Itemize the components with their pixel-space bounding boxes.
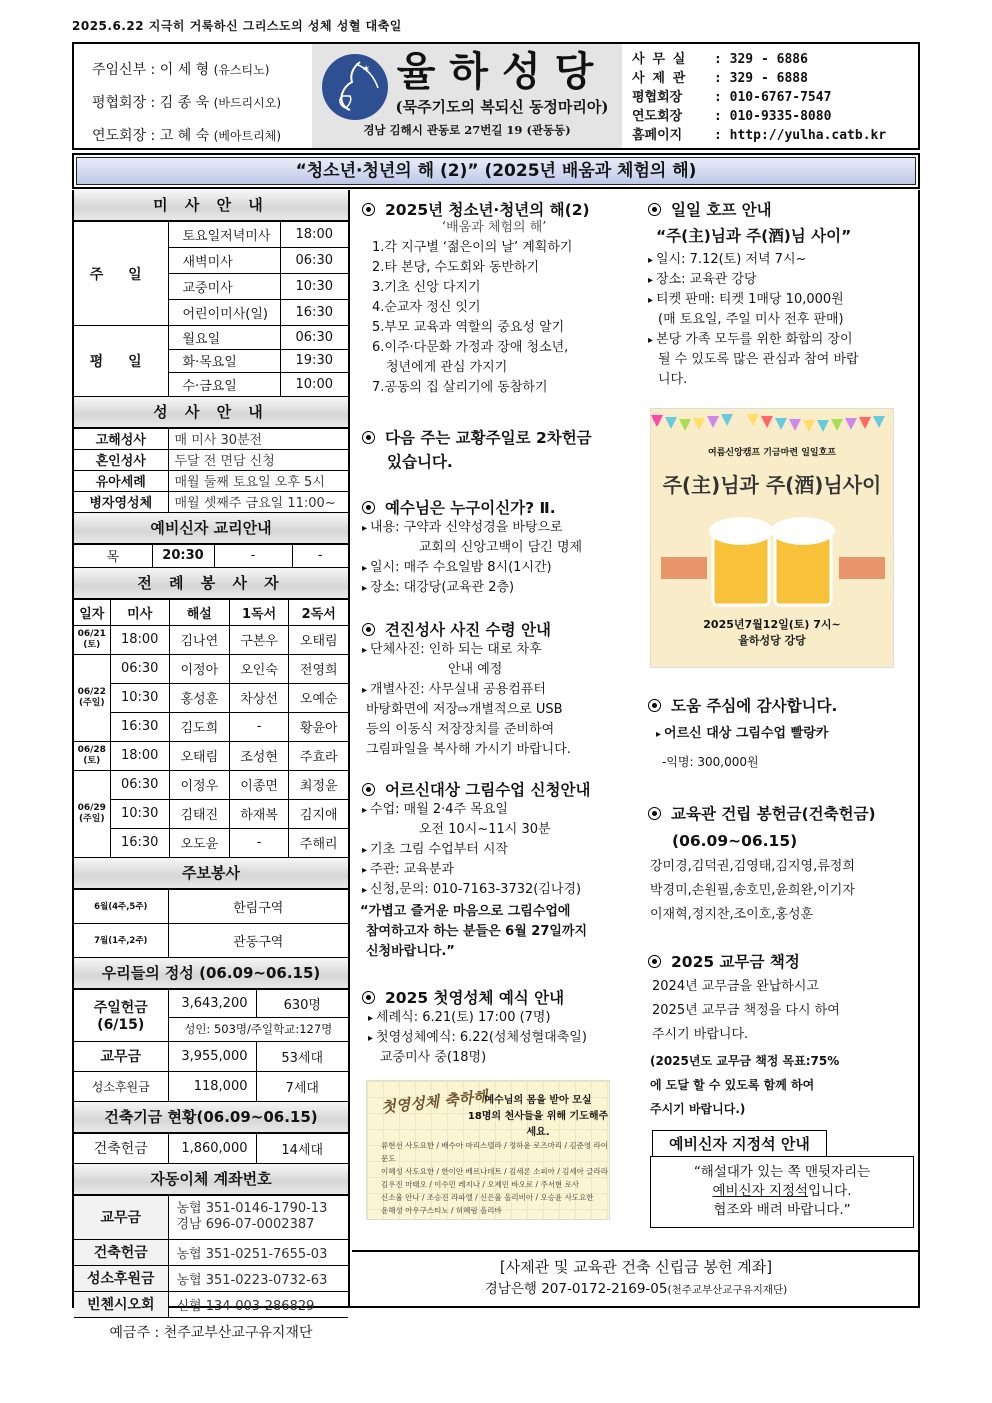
account-holder: 예금주 : 천주교부산교구유지재단 [74, 1317, 348, 1347]
theme-banner: “청소년·청년의 해 (2)” (2025년 배움과 체험의 해) [72, 153, 920, 189]
bulletin-service-table: 6월(4주,5주) 한림구역 7월(1주,2주) 관동구역 [74, 889, 348, 958]
table-row: 10:30 김태진 하재복 김지애 [74, 799, 348, 828]
liturgy-servers-heading: 전 례 봉 사 자 [74, 568, 348, 599]
building-fund-heading: 건축기금 현황(06.09~06.15) [74, 1102, 348, 1133]
confirmation-photo-heading: 견진성사 사진 수령 안내 [362, 618, 551, 640]
liturgy-servers-table: 일자 미사 해설 1독서 2독서 06/21 (토) 18:00 김나연 구본우 오태림 06/22 (주일) 06:30 이정아 오인숙 전영희 10:30 홍성훈 차상선 오예순 16:30 김도희 - 황윤아 06/28 (토) 18:00 오태림 조성현 주효라 06/29 (주일) 06:30 이정우 이종면 최정윤 10:30 김태진 하재복 김지애 16:30 오도윤 - 주해리 [74, 599, 348, 858]
bullet-circle-icon [362, 501, 375, 514]
bullet-circle-icon [648, 807, 661, 820]
bullet-circle-icon [362, 203, 375, 216]
hof-subtitle: “주(主)님과 주(酒)님 사이” [656, 227, 852, 245]
table-row: 06/21 (토) 18:00 김나연 구본우 오태림 [74, 625, 348, 654]
table-row: 16:30 오도윤 - 주해리 [74, 828, 348, 857]
sacrament-table: 고해성사 매 미사 30분전 혼인성사 두달 전 면담 신청 유아세례 매월 둘째 토요일 오후 5시 병자영성체 매월 셋째주 금요일 11:00~ [74, 428, 348, 513]
table-row: 06/29 (주일) 06:30 이정우 이종면 최정윤 [74, 770, 348, 799]
clergy-prayer-president: 연도회장 : 고 혜 숙 (베아트리체) [92, 128, 281, 144]
bullet-circle-icon [362, 623, 375, 636]
left-column [74, 190, 350, 1342]
bullet-circle-icon [362, 783, 375, 796]
contact-office: 사 무 실 : 329 - 6886 [632, 52, 808, 67]
bullet-circle-icon [362, 431, 375, 444]
clergy-council-president: 평협회장 : 김 종 욱 (바드리시오) [92, 95, 281, 111]
church-title-block [312, 44, 622, 148]
table-row: 06/22 (주일) 06:30 이정아 오인숙 전영희 [74, 654, 348, 683]
table-row: 10:30 홍성훈 차상선 오예순 [74, 683, 348, 712]
mass-schedule-heading: 미 사 안 내 [74, 190, 348, 221]
bullet-circle-icon [648, 955, 661, 968]
mass-schedule-table: 주 일 토요일저녁미사 18:00 새벽미사 06:30 교중미사 10:30 어린이미사(일) 16:30 평 일 월요일 06:30 화·목요일 19:30 수·금요일 10:00 [74, 221, 348, 397]
table-row: 06/28 (토) 18:00 오태림 조성현 주효라 [74, 741, 348, 770]
church-subtitle: (묵주기도의 복되신 동정마리아) [395, 98, 609, 116]
clergy-list [74, 44, 312, 148]
church-address: 경남 김해시 관동로 27번길 19 (관동동) [363, 123, 571, 137]
sacrament-heading: 성 사 안 내 [74, 397, 348, 428]
contact-homepage[interactable]: 홈페이지 : http://yulha.catb.kr [632, 128, 887, 143]
building-donation-heading: 교육관 건립 봉헌금(건축헌금) [648, 802, 876, 824]
thanks-heading: 도움 주심에 감사합니다. [648, 694, 837, 716]
offering-heading: 우리들의 정성 (06.09~06.15) [74, 958, 348, 989]
art-class-heading: 어르신대상 그림수업 신청안내 [362, 778, 590, 800]
bulletin-service-heading: 주보봉사 [74, 858, 348, 889]
bullet-circle-icon [362, 991, 375, 1004]
church-header [72, 42, 920, 150]
first-communion-heading: 2025 첫영성체 예식 안내 [362, 986, 564, 1008]
building-fund-table: 건축헌금 1,860,000 14세대 [74, 1133, 348, 1164]
hof-poster-image: 여름신앙캠프 기금마련 일일호프 주(主)님과 주(酒)님사이 2025년7월12일(토) 7시~ 율하성당 강당 [650, 408, 894, 668]
dues-heading: 2025 교무금 책정 [648, 950, 800, 972]
contact-rectory: 사 제 관 : 329 - 6888 [632, 71, 808, 86]
catechumen-table: 목 20:30 - - [74, 544, 348, 568]
table-row: 16:30 김도희 - 황윤아 [74, 712, 348, 741]
catechumen-heading: 예비신자 교리안내 [74, 513, 348, 544]
svg-text:✶: ✶ [362, 64, 371, 75]
construction-account-footer: [사제관 및 교육관 건축 신립금 봉헌 계좌] 경남은행 207-0172-2169-05(천주교부산교구유지재단) [352, 1250, 920, 1306]
bullet-circle-icon [648, 699, 661, 712]
second-collection-heading: 다음 주는 교황주일로 2차헌금 [362, 426, 592, 448]
bulletin-body: 미 사 안 내 주 일 토요일저녁미사 18:00 새벽미사 06:30 교중미사 10:30 어린이미사(일) 16:30 평 일 월요일 06:30 화·목요일 19:30 수·금요일 10:00 성 사 안 내 고해성사 매 미사 30분전 혼인성사 두달 전 면담 신청 유아세례 매월 둘째 토요일 오후 5시 병자영성체 매월 셋째주 금요일 11:00~ 예비신자 교리안내 목 20:30 - - 전 례 봉 사 자 일자 미사 해설 1독서 2독서 06/21 (토) 18:00 김나연 구본우 오태림 06/22 (주일) 06:30 이정아 오인숙 전영희 10:30 홍성훈 차상선 오예순 16:30 김도희 - 황윤아 06/28 (토) 18:00 오태림 조성현 주효라 06/29 (주일) 06:30 이정우 이종면 최정윤 10:30 김태진 하재복 김지애 16:30 오도윤 - 주해리 주보봉사 6월(4주,5주) 한림구역 7월(1주,2주) 관동구역 우리들의 정성 (06.09~06.15) 주일헌금 (6/15) 3,643,200 630명 성인: 503명/주일학교:127명 교무금 3,955,000 53세대 성소후원금 118,000 7세대 건축기금 현황(06.09~06.15) 건축헌금 1,860,000 14세대 자동이체 계좌번호 교무금 농협 351-0146-1790-13 경남 696-07-0002387 건축헌금 농협 351-0251-7655-03 성소후원금 농협 351-0223-0732-63 빈첸시오회 신협 134-003-286829 예금주 : 천주교부산교구유지재단 2025년 청소년·청년의 해(2) ‘배움과 체험의 해’ 1.각 지구별 ‘젊은이의 날’ 계획하기 2.타 본당, 수도회와 동반하기 3.기초 신앙 다지기 4.순교자 정신 잇기 5.부모 교육과 역할의 중요성 알기 6.이주·다문화 가정과 장애 청소년, 청년에게 관심 가지기 7.공동의 집 살리기에 동참하기 다음 주는 교황주일로 2차헌금 있습니다. 예수님은 누구이신가? Ⅱ. ▸ 내용: 구약과 신약성경을 바탕으로 교회의 신앙고백이 담긴 명제 ▸ 일시: 매주 수요일밤 8시(1시간) ▸ 장소: 대강당(교육관 2층) 견진성사 사진 수령 안내 ▸ 단체사진: 인하 되는 대로 차후 안내 예정 ▸ 개별사진: 사무실내 공용컴퓨터 바탕화면에 저장⇨개별적으로 USB 등의 이동식 저장장치를 준비하여 그림파일을 복사해 가시기 바랍니다. 어르신대상 그림수업 신청안내 ▸ 수업: 매월 2·4주 목요일 오전 10시~11시 30분 ▸ 기초 그림 수업부터 시작 ▸ 주관: 교육분과 ▸ 신청,문의: 010-7163-3732(김나경) “가볍고 즐거운 마음으로 그림수업에 참여하고자 하는 분들은 6월 27일까지 신청바랍니다.” 2025 첫영성체 예식 안내 ▸ 세례식: 6.21(토) 17:00 (7명) ▸ 첫영성체예식: 6.22(성체성혈대축일) 교중미사 중(18명) 첫영성체 축하해 예수님의 몸을 받아 모실 18명의 천사들을 위해 기도해주세요. 류현선 사도요한 / 배수아 마리스텔라 / 정하윤 로즈마리 / 김준영 라이문도 이혜성 사도요한 / 한이안 베르나데트 / 김세론 소피아 / 김세아 글라라 김우진 마태오 / 이수민 레지나 / 오제민 바오로 / 주서현 로사 신소율 안나 / 조승진 라파엘 / 신은율 올리비아 / 오승윤 사도요한 윤해성 아우구스티노 / 허혜림 올리바 일일 호프 안내 “주(主)님과 주(酒)님 사이” ▸ 일시: 7.12(토) 저녁 7시~ ▸ 장소: 교육관 강당 ▸ 티켓 판매: 티켓 1매당 10,000원 (매 토요일, 주일 미사 전후 판매) ▸ 본당 가족 모두를 위한 화합의 장이 될 수 있도록 많은 관심과 참여 바랍 니다. 여름신앙캠프 기금마련 일일호프 주(主)님과 주(酒)님사이 2025년7월12일(토) 7시~ 율하성당 강당 도움 주심에 감사합니다. ▸ 어르신 대상 그림수업 빨랑카 -익명: 300,000원 교육관 건립 봉헌금(건축헌금) (06.09~06.15) 강미경,김덕권,김영태,김지영,류정희 박경미,손원필,송호민,윤희완,이기자 이재혁,정지찬,조이호,홍성훈 2025 교무금 책정 2024년 교무금을 완납하시고 2025년 교무금 책정을 다시 하여 주시기 바랍니다. (2025년도 교무금 책정 목표:75% 에 도달 할 수 있도록 함께 하여 주시기 바랍니다.) 예비신자 지정석 안내 “해설대가 있는 쪽 맨뒷자리는 예비신자 지정석입니다. 협조와 배려 바랍니다.” [사제관 및 교육관 건축 신립금 봉헌 계좌] 경남은행 207-0172-2169-05(천주교부산교구유지재단) [72, 190, 920, 1308]
auto-transfer-heading: 자동이체 계좌번호 [74, 1164, 348, 1195]
youth-year-heading: 2025년 청소년·청년의 해(2) [362, 198, 590, 220]
account-table: 교무금 농협 351-0146-1790-13 경남 696-07-0002387 건축헌금 농협 351-0251-7655-03 성소후원금 농협 351-0223-0732-63 빈첸시오회 신협 134-003-286829 예금주 : 천주교부산교구유지재단 [74, 1195, 348, 1348]
reserved-seat-notice: 예비신자 지정석 안내 “해설대가 있는 쪽 맨뒷자리는 예비신자 지정석입니다. 협조와 배려 바랍니다.” [650, 1130, 914, 1228]
who-is-jesus-heading: 예수님은 누구이신가? Ⅱ. [362, 496, 556, 518]
church-name: 율하성당 [396, 49, 608, 95]
hof-heading: 일일 호프 안내 [648, 198, 772, 220]
contact-council: 평협회장 : 010-6767-7547 [632, 90, 832, 105]
issue-date-line: 2025.6.22 지극히 거룩하신 그리스도의 성체 성혈 대축일 [72, 19, 402, 33]
contact-prayer: 연도회장 : 010-9335-8080 [632, 109, 832, 124]
church-logo-icon [322, 54, 388, 120]
offering-table: 주일헌금 (6/15) 3,643,200 630명 성인: 503명/주일학교:127명 교무금 3,955,000 53세대 성소후원금 118,000 7세대 [74, 989, 348, 1102]
contact-list [622, 44, 918, 148]
youth-year-subtitle: ‘배움과 체험의 해’ [442, 220, 547, 235]
reserved-seat-tab: 예비신자 지정석 안내 [652, 1130, 827, 1156]
beer-mugs-icon [661, 509, 885, 609]
bullet-circle-icon [648, 203, 661, 216]
clergy-pastor: 주임신부 : 이 세 형 (유스티노) [92, 62, 270, 78]
first-communion-image: 첫영성체 축하해 예수님의 몸을 받아 모실 18명의 천사들을 위해 기도해주세요. 류현선 사도요한 / 배수아 마리스텔라 / 정하윤 로즈마리 / 김준영 라이문도 이혜성 사도요한 / 한이안 베르나데트 / 김세론 소피아 / 김세아 글라라 김우진 마태오 / 이수민 레지나 / 오제민 바오로 / 주서현 로사 신소율 안나 / 조승진 라파엘 / 신은율 올리비아 / 오승윤 사도요한 윤해성 아우구스티노 / 허혜림 올리바 [366, 1080, 610, 1220]
